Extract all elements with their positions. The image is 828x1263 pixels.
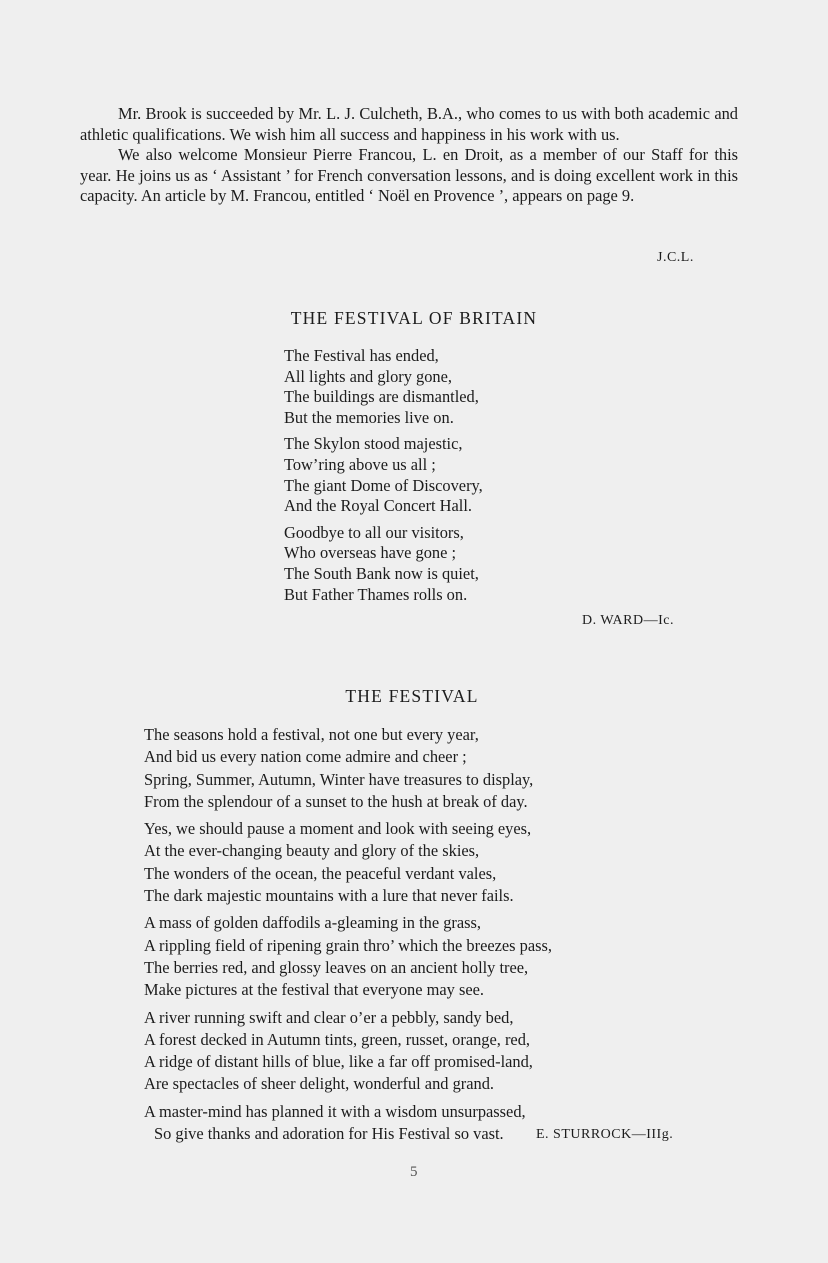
- poem-line: And the Royal Concert Hall.: [284, 496, 472, 516]
- poem2-body: [144, 724, 552, 1150]
- intro-paragraph-1: Mr. Brook is succeeded by Mr. L. J. Culcheth, B.A., who comes to us with both academic and athletic qualifications. We wish him all success and happiness in his work with us.: [80, 104, 738, 144]
- poem2-stanza: [144, 1007, 552, 1096]
- poem-line: The South Bank now is quiet,: [284, 563, 479, 583]
- poem-line: Goodbye to all our visitors,: [284, 522, 464, 542]
- poem-line: Tow’ring above us all ;: [284, 454, 436, 474]
- poem-line: Spring, Summer, Autumn, Winter have treasures to display,: [144, 769, 534, 789]
- poem-line: Who overseas have gone ;: [284, 543, 457, 563]
- poem-line: The seasons hold a festival, not one but every year,: [144, 725, 479, 744]
- poem2-stanza: [144, 1101, 552, 1146]
- intro-signature: J.C.L.: [657, 250, 694, 265]
- poem2-title: THE FESTIVAL: [345, 686, 479, 706]
- poem2-stanza: [144, 818, 552, 907]
- intro-text: [80, 104, 738, 207]
- poem-line: The buildings are dismantled,: [284, 387, 479, 407]
- poem1-stanza: [284, 346, 483, 428]
- poem-line: A mass of golden daffodils a-gleaming in the grass,: [144, 913, 482, 933]
- poem-line: A ridge of distant hills of blue, like a far off promised-land,: [144, 1052, 533, 1072]
- poem-line: And bid us every nation come admire and cheer ;: [144, 747, 467, 767]
- poem2-author: E. STURROCK—IIIg.: [536, 1127, 674, 1142]
- poem1-stanza: [284, 434, 483, 516]
- poem-line: A master-mind has planned it with a wisdom unsurpassed,: [144, 1101, 526, 1121]
- poem-line: A river running swift and clear o’er a pebbly, sandy bed,: [144, 1007, 514, 1027]
- poem-line: The giant Dome of Discovery,: [284, 475, 483, 495]
- poem-line: Are spectacles of sheer delight, wonderful and grand.: [144, 1074, 494, 1094]
- page-number: 5: [410, 1164, 418, 1180]
- poem2-stanza: [144, 724, 552, 813]
- poem-line: But the memories live on.: [284, 407, 454, 427]
- poem1-author: D. WARD—Ic.: [582, 613, 674, 628]
- poem-line: So give thanks and adoration for His Festival so vast.: [154, 1124, 504, 1144]
- poem-line: The dark majestic mountains with a lure that never fails.: [144, 886, 514, 906]
- poem-line: From the splendour of a sunset to the hush at break of day.: [144, 791, 528, 811]
- poem-line: A rippling field of ripening grain thro’ which the breezes pass,: [144, 935, 552, 955]
- poem-line: At the ever-changing beauty and glory of the skies,: [144, 841, 480, 861]
- poem1-stanza: [284, 523, 483, 605]
- poem-line: Make pictures at the festival that everyone may see.: [144, 980, 484, 1000]
- intro-paragraph-2: We also welcome Monsieur Pierre Francou, L. en Droit, as a member of our Staff for this year. He joins us as ‘ Assistant ’ for French conversation lessons, and is doing excellent work in this capacity. An article by M. Francou, entitled ‘ Noël en Provence ’, appears on page 9.: [80, 145, 738, 206]
- poem-line: But Father Thames rolls on.: [284, 584, 468, 604]
- poem1-title: THE FESTIVAL OF BRITAIN: [290, 308, 538, 328]
- poem-line: The Festival has ended,: [284, 346, 439, 365]
- poem-line: The wonders of the ocean, the peaceful verdant vales,: [144, 863, 497, 883]
- poem-line: Yes, we should pause a moment and look with seeing eyes,: [144, 819, 532, 839]
- poem-line: The berries red, and glossy leaves on an ancient holly tree,: [144, 957, 529, 977]
- poem-line: The Skylon stood majestic,: [284, 434, 463, 454]
- poem-line: A forest decked in Autumn tints, green, russet, orange, red,: [144, 1029, 530, 1049]
- poem-line: All lights and glory gone,: [284, 366, 452, 386]
- poem1-body: [284, 346, 483, 611]
- poem2-stanza: [144, 912, 552, 1001]
